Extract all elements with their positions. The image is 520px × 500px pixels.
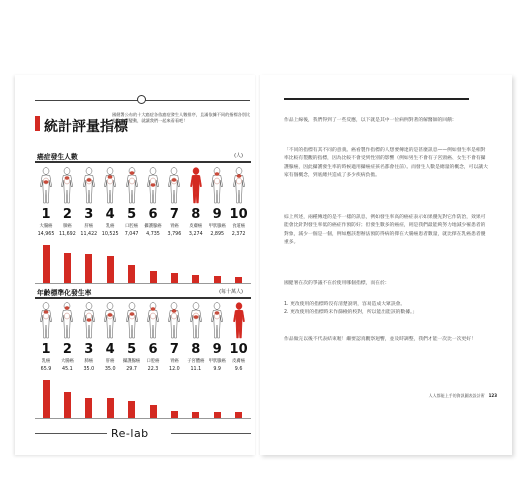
rank-number: 8 bbox=[191, 342, 201, 357]
top-circle-ornament bbox=[137, 95, 146, 104]
value-label: 35.0 bbox=[104, 367, 116, 372]
value-label: 9.9 bbox=[213, 367, 221, 372]
paragraph-1: 作品上線後，我們得到了一些反應，以下就是其中一位病例對著的解醫師的回饋： bbox=[284, 118, 457, 123]
bar bbox=[107, 398, 114, 418]
cancer-name: 肝癌 bbox=[84, 224, 94, 229]
bar bbox=[85, 398, 92, 418]
body-figure-icon bbox=[188, 302, 204, 340]
right-page bbox=[260, 75, 512, 455]
cancer-name: 肝癌 bbox=[105, 359, 115, 364]
value-label: 2,895 bbox=[210, 232, 225, 237]
rank-number: 4 bbox=[105, 207, 115, 222]
bar bbox=[107, 256, 114, 283]
body-figure-icon bbox=[145, 302, 161, 340]
body-figure-icon bbox=[124, 167, 140, 205]
body-figure-icon bbox=[102, 302, 118, 340]
footer-book-title: 人人都能上手的資訊圖表設計術 bbox=[428, 393, 485, 398]
body-figure-icon bbox=[59, 302, 75, 340]
rank-numbers-row bbox=[37, 342, 251, 356]
cancer-names-row bbox=[37, 223, 251, 231]
values-row bbox=[37, 232, 251, 240]
rank-number: 6 bbox=[148, 207, 158, 222]
value-label: 4,735 bbox=[146, 232, 160, 237]
body-figure-icon bbox=[38, 302, 54, 340]
cancer-names-row bbox=[37, 358, 251, 366]
relab-logo: Re-lab bbox=[111, 427, 149, 440]
rank-number: 7 bbox=[169, 342, 179, 357]
body-figure-icon bbox=[59, 167, 75, 205]
value-label: 12.0 bbox=[169, 367, 180, 372]
value-label: 14,965 bbox=[37, 232, 55, 237]
value-label: 45.1 bbox=[62, 367, 73, 372]
rank-number: 5 bbox=[127, 207, 137, 222]
body-figure-icon bbox=[81, 167, 97, 205]
body-figure-icon bbox=[124, 302, 140, 340]
body-figure-highlighted-icon bbox=[231, 302, 247, 340]
paragraph-3: 綜上所述，兩種傳達的是不一樣的訊息，例如發生率高的癌症表示如果優先對它作防治，效果可能會比針對發生率低的癌症作預防好；但發生數多的癌症，則是我們最能夠努力地減少罹患者的對象，減少一個是一個，例如應該想辦法預防得病的擇在大腸癌患者數量，就比擇在乳癌患者優重多。 bbox=[284, 215, 486, 246]
cancer-name: 攝護腺癌 bbox=[123, 359, 141, 364]
bar bbox=[171, 411, 178, 418]
bottom-rule-left bbox=[35, 433, 107, 434]
bottom-rule-right bbox=[171, 433, 251, 434]
values-row bbox=[37, 367, 251, 375]
bar bbox=[85, 254, 92, 283]
top-rule bbox=[284, 98, 469, 100]
bar bbox=[64, 392, 71, 418]
cancer-name: 乳癌 bbox=[105, 224, 115, 229]
value-label: 35.0 bbox=[83, 367, 95, 372]
value-label: 10,525 bbox=[101, 232, 119, 237]
cancer-name: 甲狀腺癌 bbox=[208, 359, 226, 364]
rank-number: 9 bbox=[212, 207, 222, 222]
rank-numbers-row bbox=[37, 207, 251, 221]
section-unit-age-standardized: (每十萬人) bbox=[219, 289, 243, 295]
value-label: 2,372 bbox=[231, 232, 246, 237]
rank-number: 2 bbox=[62, 342, 72, 357]
cancer-name: 胃癌 bbox=[170, 359, 179, 364]
rank-number: 2 bbox=[62, 207, 72, 222]
cancer-name: 乳癌 bbox=[41, 359, 51, 364]
value-label: 9.6 bbox=[234, 367, 243, 372]
cancer-name: 肺癌 bbox=[63, 224, 72, 229]
left-page bbox=[15, 75, 255, 455]
cancer-name: 大腸癌 bbox=[60, 359, 74, 364]
bar bbox=[150, 271, 157, 283]
value-label: 3,274 bbox=[188, 232, 203, 237]
cancer-name: 甲狀腺癌 bbox=[208, 224, 226, 229]
chart-baseline bbox=[35, 283, 251, 284]
cancer-name: 子宮體癌 bbox=[187, 359, 205, 364]
bar bbox=[128, 401, 135, 418]
bar bbox=[43, 380, 50, 418]
body-figure-icon bbox=[145, 167, 161, 205]
body-figure-icon bbox=[166, 167, 182, 205]
paragraph-5-list: 1. 更改使用的指標時沒有清楚說明，容易造成大眾誤會。 2. 更改使用的指標時未作篩檢的校對，所以能出能該的數據。」 bbox=[284, 302, 418, 316]
rank-number: 10 bbox=[229, 342, 248, 357]
paragraph-4: 國健署在次的爭議不在於使用哪個指標，而在於： bbox=[284, 281, 390, 286]
bar-chart-incidence-count bbox=[37, 241, 251, 283]
paragraph-6: 作品做完以後不代表結束喔！繼要認真觀察迴響，並及時調整，我們才能一次比一次更好！ bbox=[284, 337, 476, 342]
bar bbox=[128, 265, 135, 283]
body-figure-icon bbox=[209, 302, 225, 340]
body-figure-icon bbox=[231, 167, 247, 205]
cancer-name: 皮膚癌 bbox=[189, 224, 203, 229]
rank-number: 1 bbox=[41, 342, 51, 357]
cancer-name: 攝護腺癌 bbox=[144, 224, 162, 229]
rank-number: 9 bbox=[212, 342, 222, 357]
rank-number: 3 bbox=[84, 207, 94, 222]
body-figures-row bbox=[37, 302, 251, 340]
bar bbox=[150, 405, 157, 418]
body-figure-icon bbox=[38, 167, 54, 205]
body-figure-icon bbox=[102, 167, 118, 205]
bar bbox=[192, 275, 199, 283]
section-label-incidence-count: 癌症發生人數 bbox=[37, 153, 78, 161]
cancer-name: 口腔癌 bbox=[146, 359, 160, 364]
body-figure-icon bbox=[209, 167, 225, 205]
chart-baseline bbox=[35, 418, 251, 419]
value-label: 22.3 bbox=[147, 367, 159, 372]
value-label: 65.9 bbox=[40, 367, 52, 372]
rank-number: 3 bbox=[84, 342, 94, 357]
value-label: 11,422 bbox=[80, 232, 98, 237]
section-rule bbox=[35, 297, 251, 299]
rank-number: 10 bbox=[229, 207, 248, 222]
rank-number: 5 bbox=[127, 342, 137, 357]
body-figure-highlighted-icon bbox=[188, 167, 204, 205]
body-figure-icon bbox=[81, 302, 97, 340]
rank-number: 4 bbox=[105, 342, 115, 357]
cancer-name: 肺癌 bbox=[84, 359, 94, 364]
intro-text: 國健署公布的十大癌症各依癌症發生人數排序，且滿依據不同的指標各別比較會有所變動，就讓我們一起來看看吧！ bbox=[112, 112, 251, 123]
rank-number: 1 bbox=[41, 207, 51, 222]
value-label: 7,047 bbox=[124, 232, 139, 237]
body-figure-icon bbox=[166, 302, 182, 340]
cancer-name: 口腔癌 bbox=[125, 224, 139, 229]
cancer-name: 大腸癌 bbox=[39, 224, 53, 229]
page-title: 統計評量指標 bbox=[44, 119, 128, 135]
bar bbox=[43, 245, 50, 283]
value-label: 11,692 bbox=[58, 232, 76, 237]
rank-number: 8 bbox=[191, 207, 201, 222]
bar-chart-age-standardized bbox=[37, 376, 251, 418]
section-label-age-standardized: 年齡標準化發生率 bbox=[37, 289, 92, 297]
rank-number: 7 bbox=[169, 207, 179, 222]
bar bbox=[171, 273, 178, 283]
rank-number: 6 bbox=[148, 342, 158, 357]
bar bbox=[64, 253, 71, 283]
cancer-name: 胃癌 bbox=[170, 224, 179, 229]
page-footer bbox=[429, 393, 497, 399]
page-number: 123 bbox=[488, 393, 497, 398]
value-label: 11.1 bbox=[190, 367, 202, 372]
section-rule bbox=[35, 161, 251, 163]
section-unit-incidence-count: (人) bbox=[234, 153, 243, 159]
value-label: 29.7 bbox=[126, 367, 137, 372]
cancer-name: 食道癌 bbox=[232, 224, 246, 229]
body-figures-row bbox=[37, 167, 251, 205]
paragraph-2-quote: 「不同的指標有其不同的意義。癌看製作指標的人想要傳達的是甚麼訊息——例如發生率是相對率比較有製觀的指標，因為比較不會受到性別的影響（例如男生不會有子宮頸癌、女生不會有攝護腺癌，因此攝護發生率的時候適用攝癌症孩名都會往前）。而發生人數是總量的概念，可以讓大家有個概念，到底總共造成了多少疾病負擔。 bbox=[284, 148, 488, 179]
cancer-name: 皮膚癌 bbox=[232, 359, 246, 364]
bar bbox=[214, 276, 221, 283]
value-label: 3,796 bbox=[167, 232, 182, 237]
